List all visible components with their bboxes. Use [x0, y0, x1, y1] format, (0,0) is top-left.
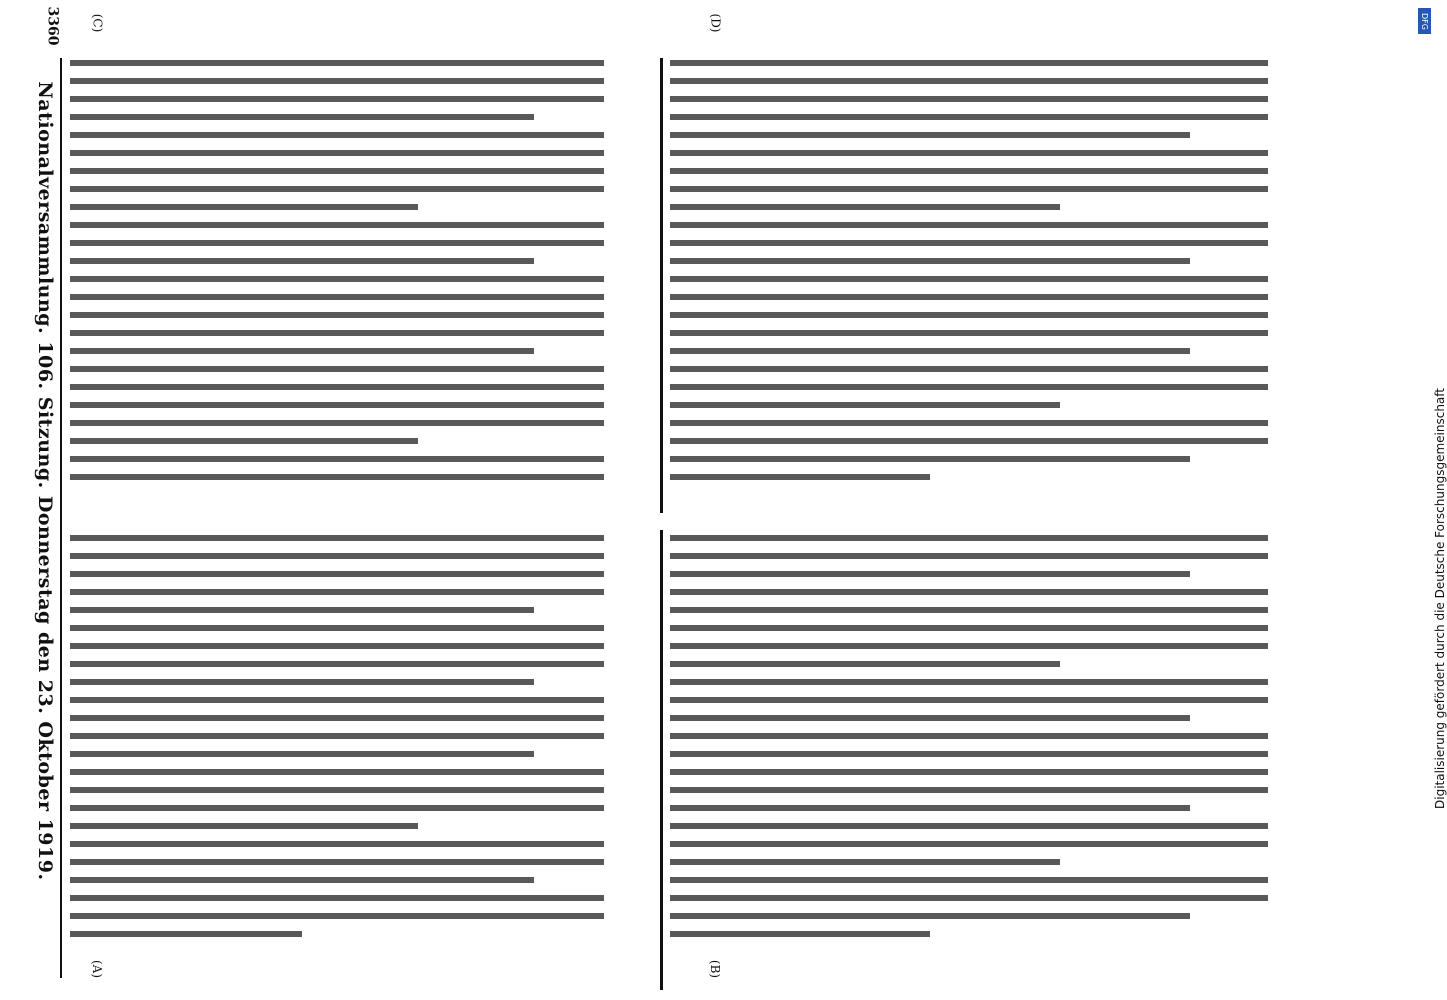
header-left: Nationalversammlung.: [34, 81, 56, 335]
text-column-top-left: [70, 60, 650, 520]
page-number: 3360: [44, 6, 61, 46]
header-center: 106. Sitzung.: [34, 341, 56, 489]
header-rule: [60, 58, 62, 978]
header-right: Donnerstag den 23. Oktober 1919.: [34, 495, 56, 881]
column-rule-2: [660, 58, 663, 513]
digitization-credit: Digitalisierung gefördert durch die Deutsche Forschungsgemeinschaft: [1433, 387, 1447, 809]
text-column-bottom-left: [70, 535, 650, 975]
margin-marker-d: (D): [708, 13, 723, 33]
text-column-top-right: [670, 60, 1320, 520]
margin-marker-c: (C): [90, 13, 105, 33]
margin-marker-b: (B): [708, 959, 723, 979]
dfg-logo: DFG: [1418, 8, 1431, 34]
text-column-bottom-right: [670, 535, 1320, 975]
page-header: [34, 0, 56, 981]
column-rule: [660, 530, 663, 990]
margin-marker-a: (A): [90, 959, 105, 979]
